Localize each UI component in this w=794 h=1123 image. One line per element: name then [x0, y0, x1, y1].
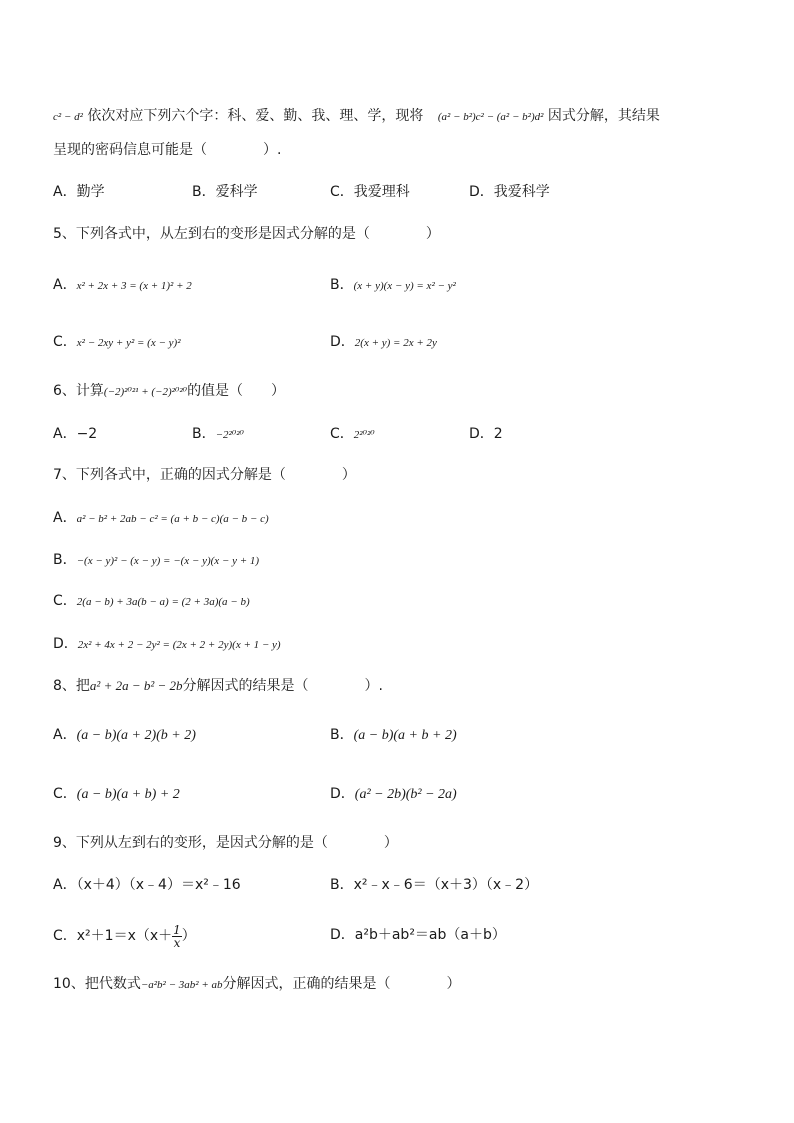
q8-b-label: B．: [330, 727, 354, 743]
q4-intro-line2: 呈现的密码信息可能是（ ）.: [53, 142, 282, 158]
q5-option-c[interactable]: [53, 332, 181, 353]
q4-option-b[interactable]: B．爱科学: [192, 184, 258, 200]
q6-option-d[interactable]: D．2: [469, 426, 503, 442]
q9-c-text-a: C．x²＋1＝x（x＋: [53, 928, 173, 944]
q10-stem: [53, 974, 461, 995]
q4-option-d[interactable]: D．我爱科学: [469, 184, 550, 200]
q8-option-c[interactable]: [53, 784, 180, 805]
q6-stem: [53, 381, 285, 402]
q9-c-denominator: x: [173, 935, 181, 950]
q7-stem: 7、下列各式中，正确的因式分解是（ ）: [53, 467, 356, 483]
q6-stem-math: (−2)²⁰²¹ + (−2)²⁰²⁰: [103, 386, 188, 398]
q5-option-b[interactable]: [330, 275, 456, 296]
q7-a-math: a² − b² + 2ab − c² = (a + b − c)(a − b − c): [76, 513, 269, 525]
q7-d-label: D．: [53, 636, 78, 652]
q4-text-1: 依次对应下列六个字：科、爱、勤、我、理、学，现将: [87, 108, 424, 124]
q8-option-a[interactable]: [53, 725, 196, 746]
q7-c-label: C．: [53, 593, 77, 609]
q5-c-math: x² − 2xy + y² = (x − y)²: [76, 337, 181, 349]
q7-b-label: B．: [53, 552, 77, 568]
q10-stem-a: 10、把代数式: [53, 976, 141, 992]
q8-a-math: (a − b)(a + 2)(b + 2): [76, 728, 196, 743]
q5-a-label: A．: [53, 277, 77, 293]
q5-c-label: C．: [53, 334, 77, 350]
q7-d-math: 2x² + 4x + 2 − 2y² = (2x + 2 + 2y)(x + 1 − y): [77, 639, 281, 651]
q10-stem-math: −a²b² − 3ab² + ab: [140, 979, 223, 991]
q8-a-label: A．: [53, 727, 77, 743]
q5-option-d[interactable]: [330, 332, 437, 353]
q6-stem-b: 的值是（ ）: [187, 383, 286, 399]
q8-c-math: (a − b)(a + b) + 2: [76, 787, 180, 802]
q4-intro-line1: [53, 106, 660, 127]
q9-c-fraction: [172, 924, 182, 949]
q7-a-label: A．: [53, 510, 77, 526]
q7-c-math: 2(a − b) + 3a(b − a) = (2 + 3a)(a − b): [76, 596, 250, 608]
q8-stem-b: 分解因式的结果是（ ）.: [182, 678, 383, 694]
q6-option-c[interactable]: [330, 424, 375, 445]
q4-math-2: (a² − b²)c² − (a² − b²)d²: [437, 111, 544, 123]
q9-option-c[interactable]: [53, 922, 196, 950]
q8-stem-a: 8、把: [53, 678, 90, 694]
q8-stem-math: a² + 2a − b² − 2b: [89, 678, 183, 693]
q9-option-b[interactable]: B．x²﹣x﹣6＝（x＋3）（x﹣2）: [330, 877, 539, 893]
q6-c-label: C．: [330, 426, 354, 442]
q5-d-label: D．: [330, 334, 355, 350]
q6-option-a[interactable]: A．−2: [53, 426, 98, 442]
q6-b-math: −2²⁰²⁰: [215, 429, 244, 441]
q5-stem: 5、下列各式中，从左到右的变形是因式分解的是（ ）: [53, 226, 440, 242]
q4-text-2: 因式分解，其结果: [547, 108, 660, 124]
q7-option-a[interactable]: [53, 508, 269, 529]
q7-b-math: −(x − y)² − (x − y) = −(x − y)(x − y + 1): [76, 555, 260, 567]
q6-b-label: B．: [192, 426, 216, 442]
q6-c-math: 2²⁰²⁰: [353, 429, 375, 441]
q4-option-a[interactable]: A．勤学: [53, 184, 105, 200]
q5-b-label: B．: [330, 277, 354, 293]
q7-option-d[interactable]: [53, 634, 281, 655]
q6-stem-a: 6、计算: [53, 383, 104, 399]
q8-d-label: D．: [330, 786, 355, 802]
q4-option-c[interactable]: C．我爱理科: [330, 184, 410, 200]
q10-stem-b: 分解因式，正确的结果是（ ）: [222, 976, 461, 992]
q6-option-b[interactable]: [192, 424, 244, 445]
q5-option-a[interactable]: [53, 275, 192, 296]
q8-stem: [53, 676, 383, 696]
q8-option-b[interactable]: [330, 725, 457, 746]
q9-option-d[interactable]: D．a²b＋ab²＝ab（a＋b）: [330, 927, 506, 943]
q5-a-math: x² + 2x + 3 = (x + 1)² + 2: [76, 280, 192, 292]
q8-d-math: (a² − 2b)(b² − 2a): [354, 787, 457, 802]
q5-b-math: (x + y)(x − y) = x² − y²: [353, 280, 456, 292]
q8-c-label: C．: [53, 786, 77, 802]
q9-c-numerator: 1: [173, 922, 181, 937]
q5-d-math: 2(x + y) = 2x + 2y: [354, 337, 437, 349]
q4-math-1: c² − d²: [53, 111, 83, 123]
q8-b-math: (a − b)(a + b + 2): [353, 728, 457, 743]
q9-stem: 9、下列从左到右的变形，是因式分解的是（ ）: [53, 835, 398, 851]
q9-option-a[interactable]: A．（x＋4）（x﹣4）＝x²﹣16: [53, 877, 241, 893]
q9-c-text-b: ）: [181, 928, 196, 944]
q8-option-d[interactable]: [330, 784, 457, 805]
q7-option-c[interactable]: [53, 591, 250, 612]
q7-option-b[interactable]: [53, 550, 259, 571]
